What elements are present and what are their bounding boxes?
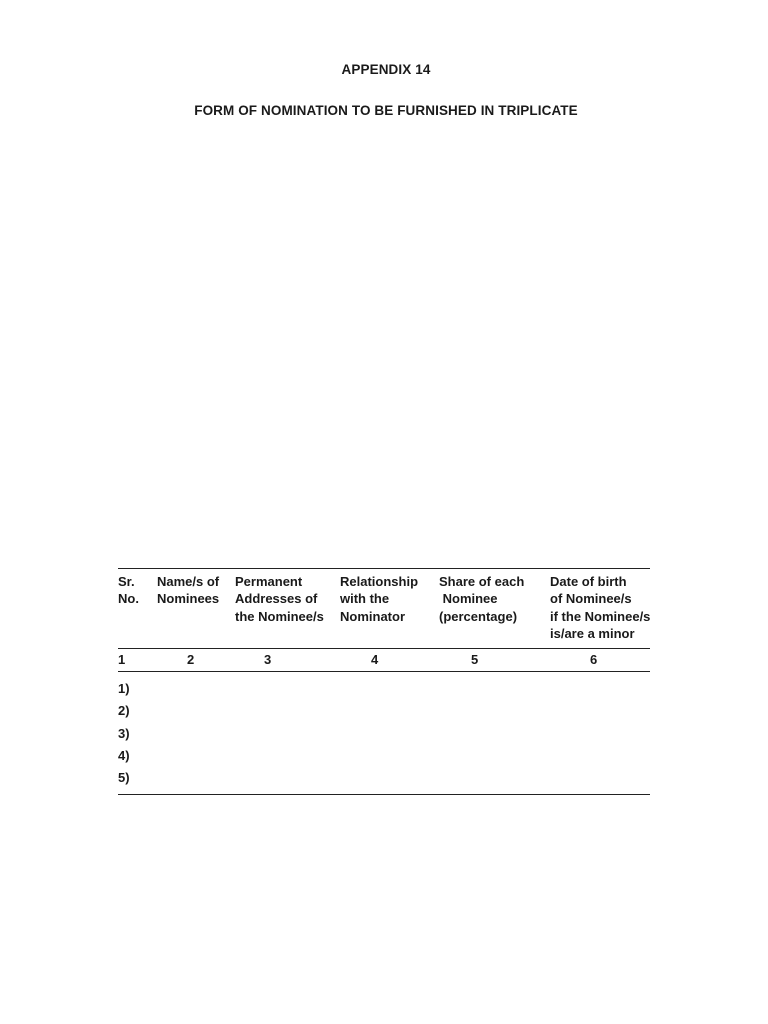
row-label: 3)	[118, 726, 130, 741]
header-line: the Nominee/s	[235, 608, 324, 624]
header-line: (percentage)	[439, 608, 518, 624]
header-line: Date of birth	[550, 574, 627, 589]
table-bottom-rule	[118, 794, 650, 795]
appendix-heading: APPENDIX 14	[341, 62, 431, 77]
header-line: Nominee	[439, 591, 498, 607]
table-top-rule	[118, 568, 650, 569]
column-number: 1	[118, 652, 126, 667]
header-line: Nominator	[340, 608, 405, 624]
header-line: No.	[118, 591, 139, 607]
row-label: 1)	[118, 681, 130, 696]
header-share	[439, 573, 524, 625]
header-line: Relationship	[340, 574, 419, 589]
header-nominee-names	[157, 573, 219, 608]
header-line: Share of each	[439, 574, 525, 589]
header-line: of Nominee/s	[550, 591, 632, 607]
column-number: 6	[590, 652, 598, 667]
form-title: FORM OF NOMINATION TO BE FURNISHED IN TRIPLICATE	[194, 103, 578, 118]
row-label: 4)	[118, 748, 130, 763]
header-line: Permanent	[235, 574, 303, 589]
header-line: if the Nominee/s	[550, 608, 651, 624]
column-number: 2	[187, 652, 195, 667]
header-line: with the	[340, 591, 390, 607]
row-label: 2)	[118, 703, 130, 718]
header-date-of-birth	[550, 573, 650, 642]
column-number: 5	[471, 652, 479, 667]
header-line: Sr.	[118, 574, 135, 589]
header-relationship	[340, 573, 418, 625]
header-bottom-rule	[118, 648, 650, 649]
column-numbers-rule	[118, 671, 650, 672]
header-line: Name/s of	[157, 574, 220, 589]
row-label: 5)	[118, 770, 130, 785]
column-number: 3	[264, 652, 272, 667]
column-number: 4	[371, 652, 379, 667]
header-permanent-addresses	[235, 573, 324, 625]
header-line: Addresses of	[235, 591, 318, 607]
header-line: is/are a minor	[550, 625, 635, 641]
header-sr-no	[118, 573, 139, 608]
header-line: Nominees	[157, 591, 220, 607]
